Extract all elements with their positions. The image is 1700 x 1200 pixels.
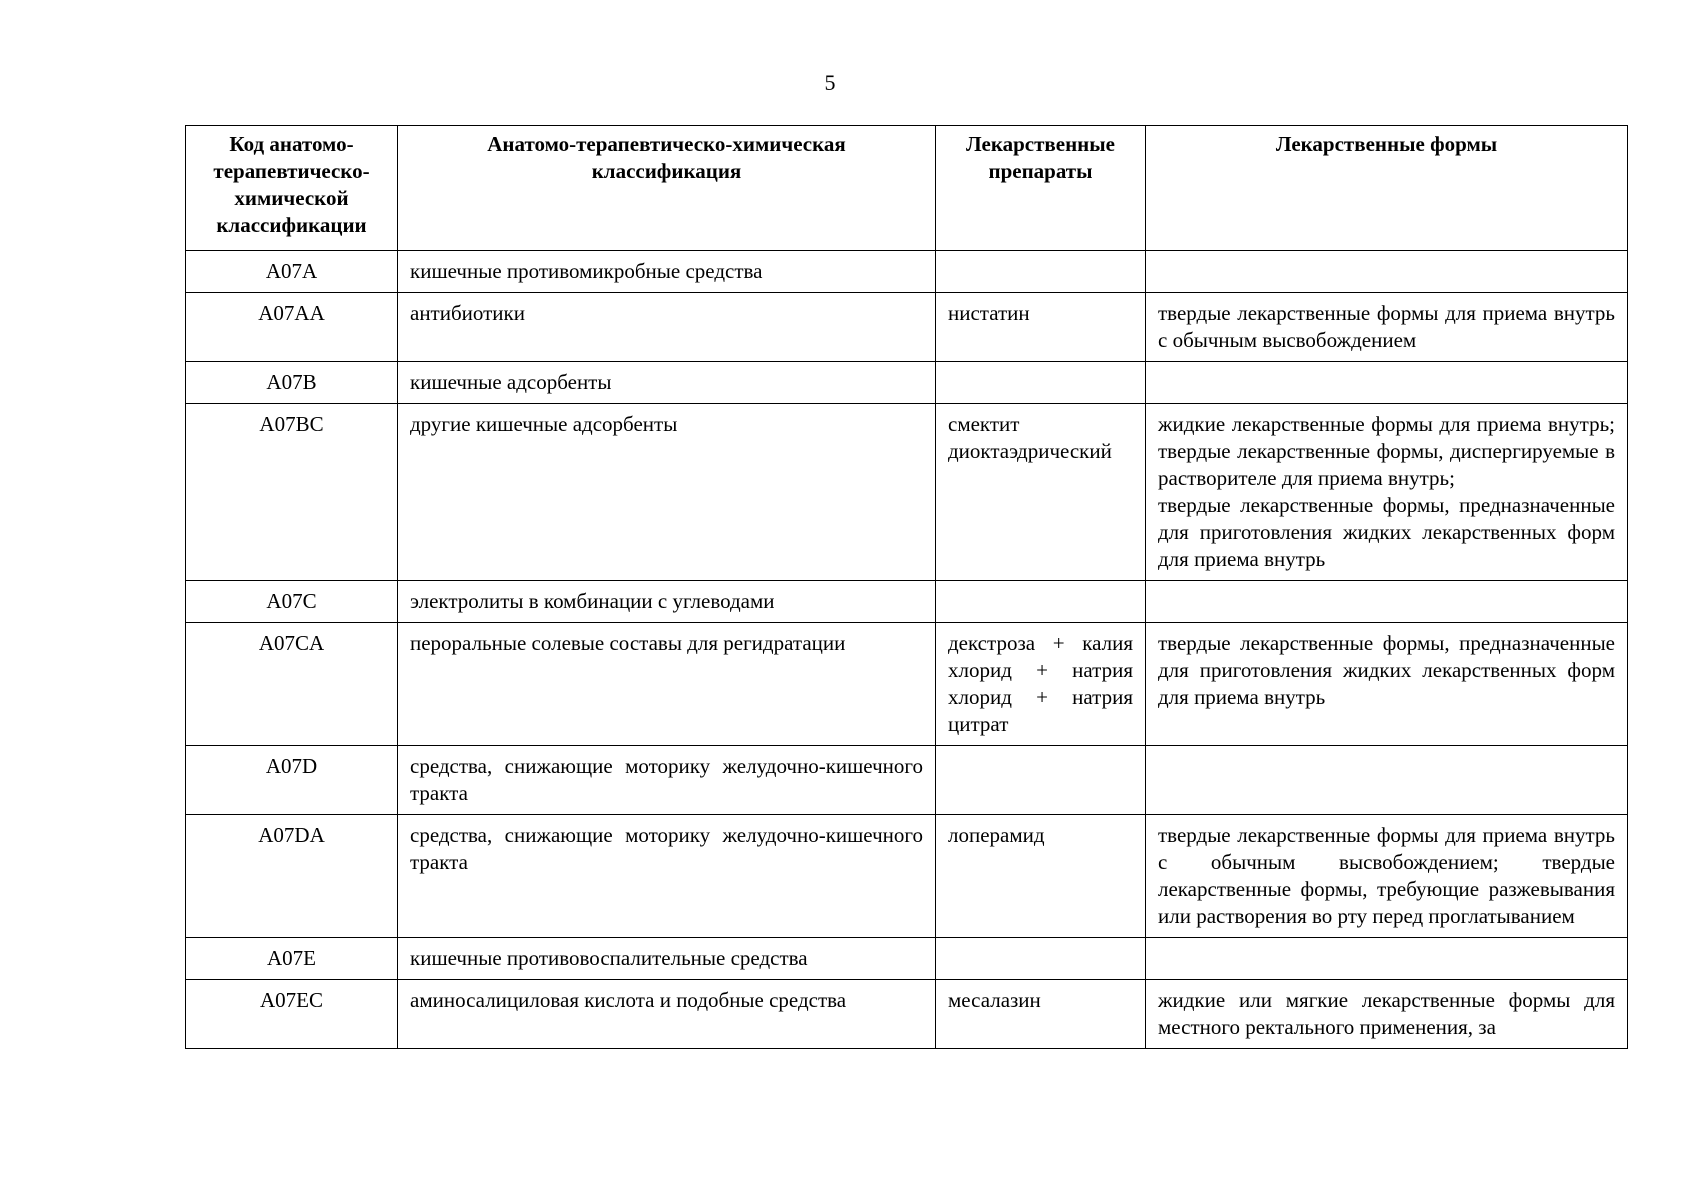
cell-drug (936, 251, 1146, 293)
cell-forms (1146, 251, 1628, 293)
cell-code: A07EC (186, 980, 398, 1049)
cell-forms (1146, 746, 1628, 815)
table-row (186, 746, 1628, 815)
table-row (186, 251, 1628, 293)
cell-classification: кишечные адсорбенты (398, 362, 936, 404)
table-row (186, 404, 1628, 581)
header-classification: Анатомо-терапевтическо-химическая классификация (398, 126, 936, 251)
page-number: 5 (824, 70, 836, 95)
cell-forms: твердые лекарственные формы для приема внутрь с обычным высвобождением (1146, 293, 1628, 362)
cell-code: A07BC (186, 404, 398, 581)
cell-drug (936, 581, 1146, 623)
cell-drug (936, 746, 1146, 815)
cell-drug: декстроза + калия хлорид + натрия хлорид + натрия цитрат (936, 623, 1146, 746)
header-code: Код анатомо-терапевтическо-химической классификации (186, 126, 398, 251)
cell-drug (936, 362, 1146, 404)
table-row (186, 581, 1628, 623)
table-header-row (186, 126, 1628, 251)
cell-code: A07CA (186, 623, 398, 746)
cell-classification: пероральные солевые составы для регидратации (398, 623, 936, 746)
cell-forms: жидкие лекарственные формы для приема внутрь; твердые лекарственные формы, диспергируемые в растворителе для приема внутрь; твердые лекарственные формы, предназначенные для приготовления жидких лекарственных форм для приема внутрь (1146, 404, 1628, 581)
cell-classification: аминосалициловая кислота и подобные средства (398, 980, 936, 1049)
cell-classification: другие кишечные адсорбенты (398, 404, 936, 581)
cell-forms (1146, 581, 1628, 623)
cell-forms: твердые лекарственные формы для приема внутрь с обычным высвобождением; твердые лекарственные формы, требующие разжевывания или растворения во рту перед проглатыванием (1146, 815, 1628, 938)
cell-classification: средства, снижающие моторику желудочно-кишечного тракта (398, 815, 936, 938)
cell-classification: средства, снижающие моторику желудочно-кишечного тракта (398, 746, 936, 815)
cell-code: A07D (186, 746, 398, 815)
cell-drug (936, 938, 1146, 980)
table-row (186, 815, 1628, 938)
cell-drug: месалазин (936, 980, 1146, 1049)
table-row (186, 623, 1628, 746)
cell-forms (1146, 362, 1628, 404)
atc-table (185, 125, 1628, 1049)
cell-code: A07AA (186, 293, 398, 362)
cell-classification: антибиотики (398, 293, 936, 362)
cell-forms: жидкие или мягкие лекарственные формы для местного ректального применения, за (1146, 980, 1628, 1049)
cell-forms: твердые лекарственные формы, предназначенные для приготовления жидких лекарственных форм для приема внутрь (1146, 623, 1628, 746)
header-forms: Лекарственные формы (1146, 126, 1628, 251)
cell-classification: кишечные противомикробные средства (398, 251, 936, 293)
table-row (186, 362, 1628, 404)
cell-drug: смектит диоктаэдрический (936, 404, 1146, 581)
cell-classification: кишечные противовоспалительные средства (398, 938, 936, 980)
table-row (186, 980, 1628, 1049)
cell-classification: электролиты в комбинации с углеводами (398, 581, 936, 623)
cell-code: A07B (186, 362, 398, 404)
cell-drug: нистатин (936, 293, 1146, 362)
cell-code: A07DA (186, 815, 398, 938)
table-row (186, 938, 1628, 980)
cell-code: A07E (186, 938, 398, 980)
table-row (186, 293, 1628, 362)
cell-code: A07A (186, 251, 398, 293)
cell-forms (1146, 938, 1628, 980)
header-drugs: Лекарственные препараты (936, 126, 1146, 251)
cell-drug: лоперамид (936, 815, 1146, 938)
cell-code: A07C (186, 581, 398, 623)
